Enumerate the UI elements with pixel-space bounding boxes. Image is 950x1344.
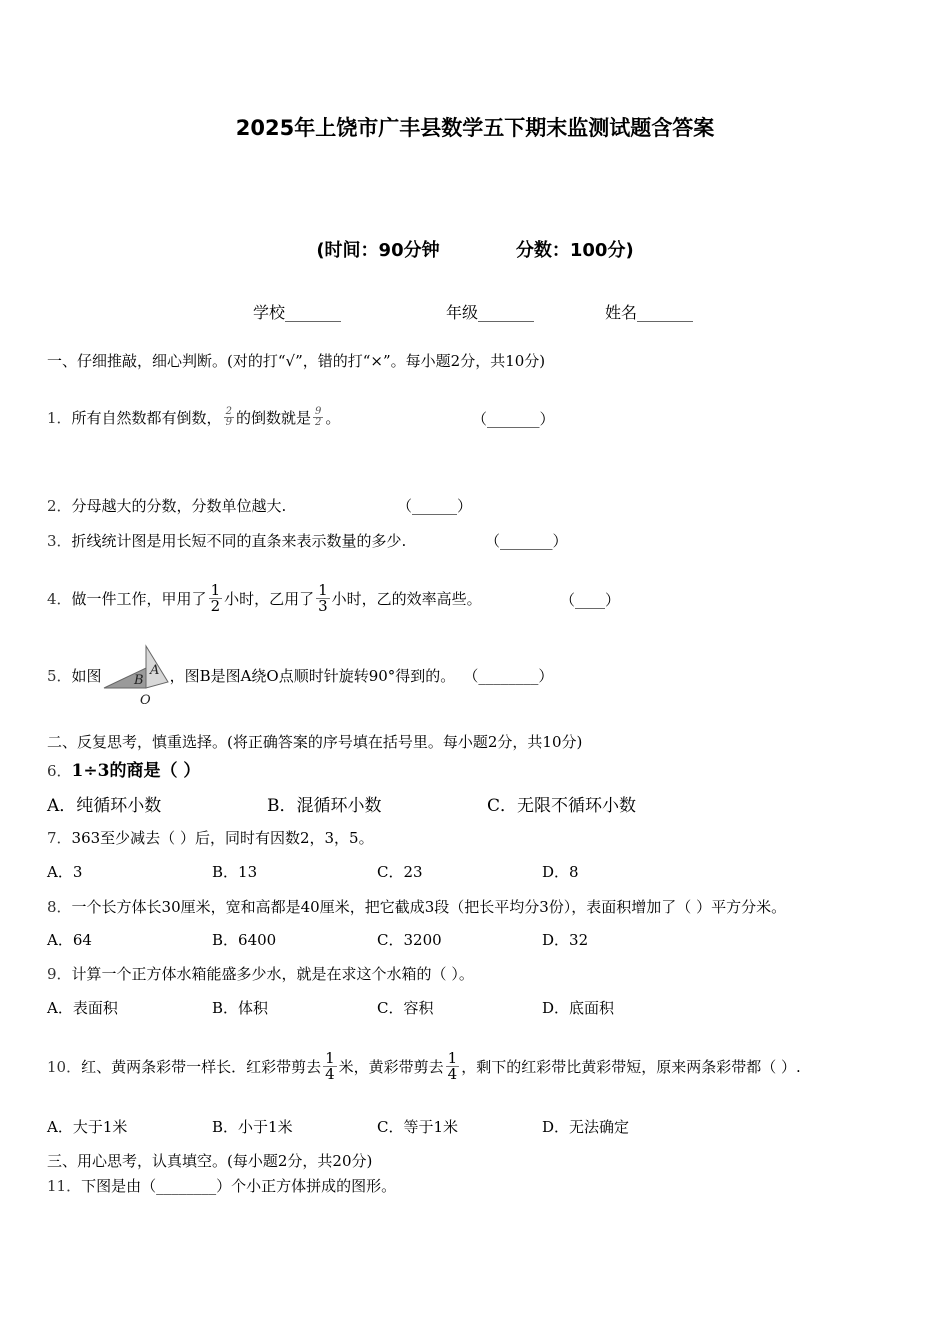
option-d[interactable]: D．32: [542, 931, 589, 949]
question-text: 一个长方体长30厘米，宽和高都是40厘米，把它截成3段（把长平均分3份），表面积增加了（ ）平方分米。: [71, 898, 787, 916]
option-a[interactable]: A．3: [47, 863, 83, 881]
label-a: A: [149, 663, 159, 678]
answer-blank[interactable]: （________）: [463, 666, 554, 685]
option-b[interactable]: B．小于1米: [212, 1118, 293, 1136]
fraction: $\frac{1}{4}$: [447, 1048, 458, 1083]
question-5: [47, 640, 553, 710]
question-text: 小时，乙用了: [224, 589, 315, 608]
option-b[interactable]: B．6400: [212, 931, 277, 949]
option-c[interactable]: C．等于1米: [377, 1118, 459, 1136]
option-a[interactable]: A．大于1米: [47, 1118, 128, 1136]
question-1: [47, 390, 340, 444]
option-b[interactable]: B．13: [212, 863, 258, 881]
option-c[interactable]: C．3200: [377, 931, 442, 949]
grade-field[interactable]: 年级_______: [446, 303, 535, 322]
question-text: 1÷3的商是（ ）: [71, 761, 201, 781]
fraction: $\frac{1}{4}$: [325, 1048, 335, 1083]
name-field[interactable]: 姓名_______: [605, 303, 694, 322]
question-text: 下图是由（________）个小正方体拼成的图形。: [81, 1177, 397, 1195]
question-text: 计算一个正方体水箱能盛多少水，就是在求这个水箱的（ ）。: [71, 965, 474, 983]
label-o: O: [139, 693, 151, 708]
question-number: 4．: [47, 589, 72, 608]
question-text: 分母越大的分数，分数单位越大.: [71, 497, 287, 515]
question-text: 小时，乙的效率高些。: [331, 589, 482, 608]
question-number: 7．: [47, 829, 72, 847]
question-number: 9．: [47, 965, 72, 983]
exam-meta: [0, 236, 950, 262]
question-number: 8．: [47, 898, 72, 916]
question-text: 如图: [71, 666, 102, 685]
option-b[interactable]: B．混循环小数: [267, 796, 382, 816]
option-c[interactable]: C．无限不循环小数: [487, 796, 637, 816]
fraction: $\frac{9}{2}$: [314, 405, 322, 428]
option-c[interactable]: C．容积: [377, 999, 434, 1017]
question-3: [47, 530, 406, 551]
question-text: 所有自然数都有倒数，: [71, 408, 222, 427]
question-number: 5．: [47, 666, 72, 685]
option-a[interactable]: A．表面积: [47, 999, 118, 1017]
section-2-heading: 二、反复思考，慎重选择。(将正确答案的序号填在括号里。每小题2分，共10分): [47, 733, 583, 751]
label-b: B: [133, 673, 144, 688]
question-9: [47, 963, 474, 984]
page-title: 2025年上饶市广丰县数学五下期末监测试题含答案: [235, 116, 715, 140]
answer-blank[interactable]: （_______）: [485, 532, 568, 550]
question-number: 10．: [47, 1057, 82, 1076]
question-6: [47, 756, 200, 781]
fraction: $\frac{2}{9}$: [225, 405, 232, 428]
question-text: 米，黄彩带剪去: [338, 1057, 444, 1076]
section-1-heading: 一、仔细推敲，细心判断。(对的打“√”，错的打“×”。每小题2分，共10分): [47, 352, 546, 370]
question-text: 折线统计图是用长短不同的直条来表示数量的多少.: [71, 532, 407, 550]
total-score: 分数：100分): [515, 240, 634, 261]
question-text: 做一件工作，甲用了: [71, 589, 207, 608]
option-d[interactable]: D．底面积: [542, 999, 615, 1017]
fraction: $\frac{1}{2}$: [210, 580, 221, 615]
question-text: 红、黄两条彩带一样长．红彩带剪去: [81, 1057, 322, 1076]
school-field[interactable]: 学校_______: [253, 303, 342, 322]
question-number: 6．: [47, 762, 72, 780]
question-10: [47, 1030, 801, 1102]
question-4: [47, 562, 482, 634]
fraction: $\frac{1}{3}$: [318, 580, 328, 615]
question-number: 2．: [47, 497, 72, 515]
question-number: 11．: [47, 1177, 82, 1195]
question-8: [47, 896, 786, 917]
question-text: ，剩下的红彩带比黄彩带短，原来两条彩带都（ ）.: [461, 1057, 801, 1076]
triangle-diagram: [102, 642, 170, 708]
option-a[interactable]: A．纯循环小数: [47, 796, 162, 816]
question-text: 的倒数就是: [235, 408, 311, 427]
question-11: [47, 1175, 396, 1196]
question-7: [47, 827, 374, 848]
time-limit: (时间：90分钟: [316, 240, 440, 261]
option-d[interactable]: D．8: [542, 863, 579, 881]
answer-blank[interactable]: （____）: [560, 591, 621, 609]
rotation-figure: [102, 642, 170, 708]
option-d[interactable]: D．无法确定: [542, 1118, 630, 1136]
answer-blank[interactable]: （_______）: [472, 410, 555, 428]
answer-blank[interactable]: （______）: [397, 497, 473, 515]
question-number: 1．: [47, 408, 72, 427]
option-b[interactable]: B．体积: [212, 999, 269, 1017]
question-2: [47, 495, 286, 516]
option-a[interactable]: A．64: [47, 931, 92, 949]
option-c[interactable]: C．23: [377, 863, 423, 881]
question-text: 。: [325, 408, 341, 427]
question-text: 363至少减去（ ）后，同时有因数2，3，5。: [71, 829, 374, 847]
question-text: ，图B是图A绕O点顺时针旋转90°得到的。: [169, 666, 456, 685]
section-3-heading: 三、用心思考，认真填空。(每小题2分，共20分): [47, 1152, 373, 1170]
question-number: 3．: [47, 532, 72, 550]
